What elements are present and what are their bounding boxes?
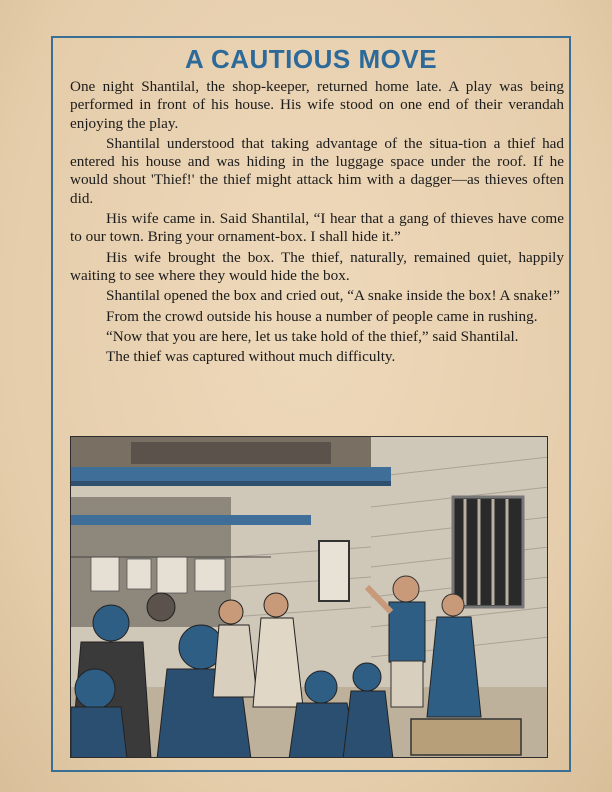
paragraph-2: Shantilal understood that taking advantage of the situa-tion a thief had entered his house and was hiding in the luggage space under the roof. If he would shout 'Thief!' the thief might attack him with a dagger—as thieves often did.: [70, 134, 564, 207]
paragraph-3: His wife came in. Said Shantilal, “I hear that a gang of thieves have come to our town. Bring your ornament-box. I shall hide it.”: [70, 210, 564, 246]
wife-sari: [427, 617, 481, 717]
paragraph-4: His wife brought the box. The thief, naturally, remained quiet, happily waiting to see where they would hide the box.: [70, 248, 564, 284]
story-illustration: [70, 436, 548, 758]
shantilal-body: [389, 602, 425, 662]
story-title: A CAUTIOUS MOVE: [184, 44, 438, 74]
roof-beam: [71, 467, 391, 481]
shantilal-dhoti: [391, 661, 423, 707]
loft-items: [131, 442, 331, 464]
lower-beam: [71, 515, 311, 525]
shantilal-head: [393, 576, 419, 602]
paragraph-7: “Now that you are here, let us take hold of the thief,” said Shantilal.: [106, 327, 519, 345]
wall-picture: [319, 541, 349, 601]
illustration-svg: [71, 437, 548, 758]
roof-beam-edge: [71, 481, 391, 486]
hanging-cloths: [91, 557, 225, 593]
paragraph-8: The thief was captured without much difficulty.: [106, 348, 396, 366]
paragraph-5: Shantilal opened the box and cried out, “A snake inside the box! A snake!”: [106, 287, 560, 305]
ornament-box: [411, 719, 521, 755]
paragraph-6: From the crowd outside his house a number of people came in rushing.: [106, 307, 538, 325]
paragraph-1: One night Shantilal, the shop-keeper, returned home late. A play was being performed in front of his house. His wife stood on one end of their verandah enjoying the play.: [70, 78, 564, 132]
wife-head: [442, 594, 464, 616]
story-text: [70, 78, 564, 368]
